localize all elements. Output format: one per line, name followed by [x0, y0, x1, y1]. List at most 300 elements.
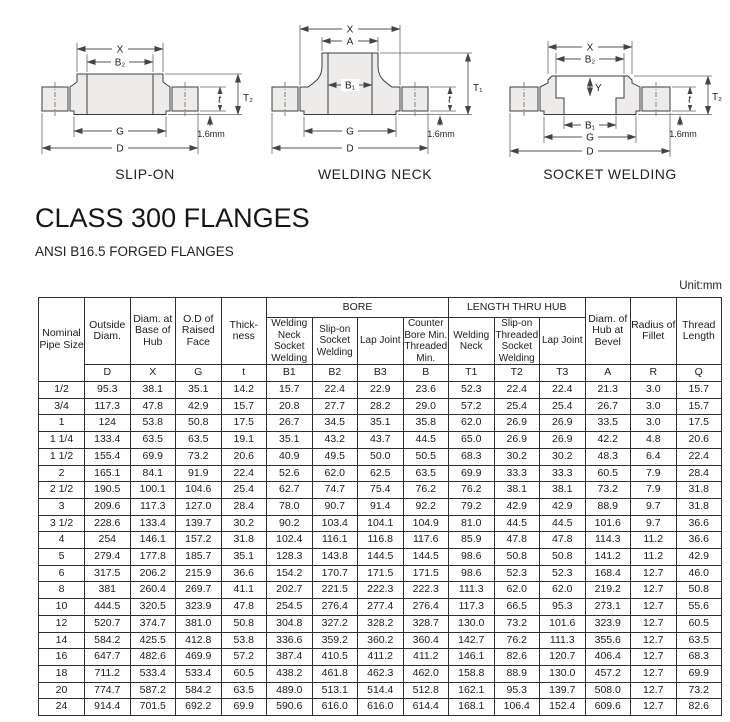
data-cell: 19.1 [221, 432, 267, 449]
dim-label-x: X [346, 24, 354, 36]
data-cell: 95.3 [540, 599, 586, 616]
data-cell: 143.8 [312, 549, 358, 566]
dim-label-t1: T₁ [473, 83, 483, 94]
data-cell: 328.7 [403, 615, 449, 632]
data-cell: 52.3 [540, 565, 586, 582]
data-cell: 63.5 [130, 432, 176, 449]
data-cell: 3.0 [631, 415, 677, 432]
data-cell: 914.4 [85, 699, 131, 716]
data-cell: 76.2 [403, 482, 449, 499]
table-row [39, 482, 722, 499]
data-cell: 508.0 [585, 682, 631, 699]
data-cell: 17.5 [676, 415, 722, 432]
data-cell: 76.2 [494, 632, 540, 649]
dim-label-b2: B₂ [584, 54, 596, 66]
data-cell: 20.6 [221, 448, 267, 465]
data-cell: 614.4 [403, 699, 449, 716]
data-cell: 116.8 [358, 532, 404, 549]
data-cell: 63.5 [403, 465, 449, 482]
data-cell: 26.7 [585, 398, 631, 415]
data-cell: 202.7 [267, 582, 313, 599]
data-cell: 62.7 [267, 482, 313, 499]
data-cell: 38.1 [540, 482, 586, 499]
data-cell: 62.0 [312, 465, 358, 482]
data-cell: 206.2 [130, 565, 176, 582]
data-cell: 35.1 [358, 415, 404, 432]
data-cell: 62.0 [494, 582, 540, 599]
data-cell: 21.3 [585, 382, 631, 399]
data-cell: 12.7 [631, 599, 677, 616]
row-size-cell: 1/2 [39, 382, 85, 399]
data-cell: 50.8 [176, 415, 222, 432]
dim-label-t: t [688, 94, 691, 106]
data-cell: 711.2 [85, 665, 131, 682]
data-cell: 120.7 [540, 649, 586, 666]
data-cell: 42.9 [176, 398, 222, 415]
table-row [39, 465, 722, 482]
data-cell: 387.4 [267, 649, 313, 666]
data-cell: 22.4 [221, 465, 267, 482]
data-cell: 62.5 [358, 465, 404, 482]
data-cell: 117.3 [85, 398, 131, 415]
row-size-cell: 2 [39, 465, 85, 482]
data-cell: 304.8 [267, 615, 313, 632]
table-row [39, 415, 722, 432]
data-cell: 92.2 [403, 498, 449, 515]
data-cell: 444.5 [85, 599, 131, 616]
data-cell: 90.7 [312, 498, 358, 515]
dim-label-d: D [346, 143, 354, 155]
table-row [39, 532, 722, 549]
data-cell: 9.7 [631, 498, 677, 515]
data-cell: 48.3 [585, 448, 631, 465]
data-cell: 60.5 [221, 665, 267, 682]
col-header-lap-joint-hub: Lap Joint [540, 318, 586, 365]
data-cell: 31.8 [676, 482, 722, 499]
data-cell: 28.2 [358, 398, 404, 415]
row-size-cell: 20 [39, 682, 85, 699]
symbol-t2: T2 [494, 365, 540, 382]
row-size-cell: 1 1/2 [39, 448, 85, 465]
data-cell: 12.7 [631, 649, 677, 666]
data-cell: 489.0 [267, 682, 313, 699]
data-cell: 22.4 [676, 448, 722, 465]
dim-label-t2: T₂ [243, 93, 253, 104]
data-cell: 25.4 [221, 482, 267, 499]
data-cell: 177.8 [130, 549, 176, 566]
data-cell: 12.7 [631, 665, 677, 682]
dim-label-g: G [586, 132, 594, 144]
data-cell: 616.0 [312, 699, 358, 716]
data-cell: 171.5 [358, 565, 404, 582]
data-cell: 254.5 [267, 599, 313, 616]
data-cell: 74.7 [312, 482, 358, 499]
data-cell: 277.4 [358, 599, 404, 616]
data-cell: 50.8 [494, 549, 540, 566]
data-cell: 381 [85, 582, 131, 599]
data-cell: 88.9 [494, 665, 540, 682]
data-cell: 57.2 [449, 398, 495, 415]
table-body [39, 382, 722, 716]
data-cell: 36.6 [676, 515, 722, 532]
data-cell: 438.2 [267, 665, 313, 682]
data-cell: 520.7 [85, 615, 131, 632]
data-cell: 33.3 [540, 465, 586, 482]
data-cell: 40.9 [267, 448, 313, 465]
data-cell: 76.2 [449, 482, 495, 499]
data-cell: 155.4 [85, 448, 131, 465]
data-cell: 327.2 [312, 615, 358, 632]
data-cell: 103.4 [312, 515, 358, 532]
data-cell: 701.5 [130, 699, 176, 716]
data-cell: 42.9 [676, 549, 722, 566]
data-cell: 9.7 [631, 515, 677, 532]
col-header-diam-hub-bevel: Diam. of Hub at Bevel [585, 298, 631, 365]
data-cell: 22.4 [312, 382, 358, 399]
data-cell: 26.9 [540, 415, 586, 432]
symbol-t: t [221, 365, 267, 382]
data-cell: 584.2 [176, 682, 222, 699]
data-cell: 68.3 [676, 649, 722, 666]
col-header-slip-on-threaded-socket-welding: Slip-on Threaded Socket Welding [495, 318, 539, 364]
table-row [39, 515, 722, 532]
data-cell: 3.0 [631, 398, 677, 415]
table-header [39, 298, 722, 382]
data-cell: 28.4 [676, 465, 722, 482]
data-cell: 12.7 [631, 582, 677, 599]
data-cell: 17.5 [221, 415, 267, 432]
col-header-nominal-pipe-size: Nominal Pipe Size [39, 298, 85, 382]
data-cell: 117.3 [449, 599, 495, 616]
data-cell: 3.0 [631, 382, 677, 399]
data-cell: 88.9 [585, 498, 631, 515]
data-cell: 152.4 [540, 699, 586, 716]
data-cell: 82.6 [494, 649, 540, 666]
data-cell: 221.5 [312, 582, 358, 599]
data-cell: 317.5 [85, 565, 131, 582]
data-cell: 647.7 [85, 649, 131, 666]
socket-welding-drawing [490, 8, 730, 158]
data-cell: 162.1 [449, 682, 495, 699]
data-cell: 90.2 [267, 515, 313, 532]
row-size-cell: 3 [39, 498, 85, 515]
data-cell: 360.2 [358, 632, 404, 649]
data-cell: 462.0 [403, 665, 449, 682]
data-cell: 66.5 [494, 599, 540, 616]
data-cell: 75.4 [358, 482, 404, 499]
row-size-cell: 8 [39, 582, 85, 599]
table-row [39, 615, 722, 632]
data-cell: 29.0 [403, 398, 449, 415]
data-cell: 42.2 [585, 432, 631, 449]
data-cell: 68.3 [449, 448, 495, 465]
data-cell: 279.4 [85, 549, 131, 566]
data-cell: 11.2 [631, 532, 677, 549]
data-cell: 79.2 [449, 498, 495, 515]
data-cell: 22.4 [494, 382, 540, 399]
data-cell: 50.8 [676, 582, 722, 599]
data-cell: 133.4 [130, 515, 176, 532]
row-size-cell: 16 [39, 649, 85, 666]
data-cell: 47.8 [494, 532, 540, 549]
data-cell: 590.6 [267, 699, 313, 716]
data-cell: 43.7 [358, 432, 404, 449]
data-cell: 27.7 [312, 398, 358, 415]
data-cell: 374.7 [130, 615, 176, 632]
symbol-b3: B3 [358, 365, 404, 382]
col-header-lap-joint-bore: Lap Joint [358, 318, 404, 365]
data-cell: 47.8 [130, 398, 176, 415]
data-cell: 111.3 [540, 632, 586, 649]
table-row [39, 549, 722, 566]
data-cell: 44.5 [540, 515, 586, 532]
data-cell: 168.1 [449, 699, 495, 716]
data-cell: 69.9 [221, 699, 267, 716]
data-cell: 609.6 [585, 699, 631, 716]
dim-label-y: Y [595, 83, 602, 94]
data-cell: 69.9 [449, 465, 495, 482]
col-header-diam-base-hub: Diam. at Base of Hub [130, 298, 176, 365]
dim-label-raised-face: 1.6mm [669, 129, 697, 139]
data-cell: 81.0 [449, 515, 495, 532]
page-title: CLASS 300 FLANGES [35, 203, 310, 233]
data-cell: 102.4 [267, 532, 313, 549]
group-header-length-thru-hub: LENGTH THRU HUB [449, 298, 586, 318]
data-cell: 35.8 [403, 415, 449, 432]
data-cell: 26.9 [494, 432, 540, 449]
data-cell: 20.8 [267, 398, 313, 415]
data-cell: 100.1 [130, 482, 176, 499]
symbol-r: R [631, 365, 677, 382]
data-cell: 276.4 [403, 599, 449, 616]
data-cell: 144.5 [358, 549, 404, 566]
data-cell: 95.3 [85, 382, 131, 399]
data-cell: 82.6 [676, 699, 722, 716]
row-size-cell: 12 [39, 615, 85, 632]
diagram-caption: SOCKET WELDING [543, 166, 677, 182]
data-cell: 63.5 [176, 432, 222, 449]
data-cell: 63.5 [676, 632, 722, 649]
diagram-socket-welding [490, 8, 730, 182]
data-cell: 106.4 [494, 699, 540, 716]
data-cell: 533.4 [130, 665, 176, 682]
data-cell: 355.6 [585, 632, 631, 649]
table-row [39, 565, 722, 582]
data-cell: 124 [85, 415, 131, 432]
table-row [39, 432, 722, 449]
table-row [39, 498, 722, 515]
dim-label-a: A [346, 36, 354, 48]
data-cell: 146.1 [130, 532, 176, 549]
group-header-bore: BORE [267, 298, 449, 318]
diagram-caption: WELDING NECK [317, 166, 433, 182]
dim-label-t: t [448, 94, 451, 106]
data-cell: 42.9 [540, 498, 586, 515]
data-cell: 116.1 [312, 532, 358, 549]
data-cell: 692.2 [176, 699, 222, 716]
data-cell: 38.1 [130, 382, 176, 399]
data-cell: 47.8 [221, 599, 267, 616]
dim-label-b1: B₁ [344, 80, 356, 92]
symbol-t1: T1 [449, 365, 495, 382]
data-cell: 50.0 [358, 448, 404, 465]
data-cell: 584.2 [85, 632, 131, 649]
data-cell: 146.1 [449, 649, 495, 666]
data-cell: 190.5 [85, 482, 131, 499]
unit-label: Unit:mm [679, 280, 722, 292]
col-header-od-raised-face: O.D of Raised Face [176, 298, 222, 365]
data-cell: 117.6 [403, 532, 449, 549]
data-cell: 336.6 [267, 632, 313, 649]
data-cell: 6.4 [631, 448, 677, 465]
data-cell: 12.7 [631, 699, 677, 716]
col-header-welding-neck: Welding Neck [449, 318, 495, 365]
symbol-q: Q [676, 365, 722, 382]
data-cell: 222.3 [403, 582, 449, 599]
data-cell: 276.4 [312, 599, 358, 616]
table-row [39, 665, 722, 682]
data-cell: 7.9 [631, 482, 677, 499]
data-cell: 50.8 [221, 615, 267, 632]
symbol-a: A [585, 365, 631, 382]
data-cell: 130.0 [449, 615, 495, 632]
symbol-d: D [85, 365, 131, 382]
flange-section [42, 74, 198, 116]
flange-diagrams [30, 8, 730, 182]
data-cell: 47.8 [540, 532, 586, 549]
col-header-welding-neck-socket-welding: Welding Neck Socket Welding [267, 318, 313, 365]
row-size-cell: 14 [39, 632, 85, 649]
data-cell: 73.2 [176, 448, 222, 465]
data-cell: 23.6 [403, 382, 449, 399]
data-cell: 44.5 [494, 515, 540, 532]
symbol-b: B [403, 365, 449, 382]
data-cell: 222.3 [358, 582, 404, 599]
diagram-welding-neck [260, 8, 490, 182]
dim-label-t: t [218, 94, 221, 106]
data-cell: 144.5 [403, 549, 449, 566]
diagram-caption: SLIP-ON [115, 166, 175, 182]
data-cell: 139.7 [540, 682, 586, 699]
data-cell: 91.4 [358, 498, 404, 515]
data-cell: 165.1 [85, 465, 131, 482]
data-cell: 157.2 [176, 532, 222, 549]
dim-label-raised-face: 1.6mm [197, 129, 225, 139]
data-cell: 4.8 [631, 432, 677, 449]
data-cell: 95.3 [494, 682, 540, 699]
data-cell: 33.5 [585, 415, 631, 432]
row-size-cell: 6 [39, 565, 85, 582]
data-cell: 35.1 [267, 432, 313, 449]
dim-label-t2: T₂ [712, 92, 722, 103]
data-cell: 514.4 [358, 682, 404, 699]
dim-label-g: G [116, 126, 124, 138]
data-cell: 323.9 [585, 615, 631, 632]
data-cell: 26.7 [267, 415, 313, 432]
data-cell: 34.5 [312, 415, 358, 432]
col-header-slip-on-socket-welding: Slip-on Socket Welding [312, 318, 358, 365]
data-cell: 52.6 [267, 465, 313, 482]
symbol-b1: B1 [267, 365, 313, 382]
data-cell: 63.5 [221, 682, 267, 699]
flange-spec-table [38, 297, 722, 716]
dim-label-x: X [116, 44, 124, 56]
data-cell: 98.6 [449, 549, 495, 566]
col-header-thickness: Thick-ness [221, 298, 267, 365]
table-row [39, 649, 722, 666]
data-cell: 73.2 [494, 615, 540, 632]
data-cell: 14.2 [221, 382, 267, 399]
data-cell: 360.4 [403, 632, 449, 649]
data-cell: 114.3 [585, 532, 631, 549]
data-cell: 320.5 [130, 599, 176, 616]
data-cell: 26.9 [540, 432, 586, 449]
data-cell: 85.9 [449, 532, 495, 549]
data-cell: 36.6 [676, 532, 722, 549]
data-cell: 49.5 [312, 448, 358, 465]
data-cell: 323.9 [176, 599, 222, 616]
diagram-slip-on [30, 8, 260, 182]
data-cell: 512.8 [403, 682, 449, 699]
dim-label-b2: B₂ [114, 57, 126, 69]
data-cell: 28.4 [221, 498, 267, 515]
data-cell: 15.7 [676, 382, 722, 399]
symbol-x: X [130, 365, 176, 382]
data-cell: 50.5 [403, 448, 449, 465]
data-cell: 587.2 [130, 682, 176, 699]
data-cell: 15.7 [676, 398, 722, 415]
table-row [39, 582, 722, 599]
symbol-b2: B2 [312, 365, 358, 382]
row-size-cell: 3/4 [39, 398, 85, 415]
data-cell: 457.2 [585, 665, 631, 682]
dim-label-x: X [586, 42, 594, 54]
data-cell: 425.5 [130, 632, 176, 649]
data-cell: 98.6 [449, 565, 495, 582]
data-cell: 219.2 [585, 582, 631, 599]
data-cell: 12.7 [631, 615, 677, 632]
data-cell: 11.2 [631, 549, 677, 566]
table-row [39, 382, 722, 399]
data-cell: 133.4 [85, 432, 131, 449]
data-cell: 269.7 [176, 582, 222, 599]
dim-label-d: D [586, 146, 594, 158]
data-cell: 31.8 [221, 532, 267, 549]
data-cell: 15.7 [221, 398, 267, 415]
data-cell: 461.8 [312, 665, 358, 682]
symbol-t3: T3 [540, 365, 586, 382]
data-cell: 139.7 [176, 515, 222, 532]
data-cell: 12.7 [631, 632, 677, 649]
data-cell: 46.0 [676, 565, 722, 582]
data-cell: 127.0 [176, 498, 222, 515]
data-cell: 260.4 [130, 582, 176, 599]
dim-label-b1: B₁ [584, 120, 596, 132]
data-cell: 36.6 [221, 565, 267, 582]
data-cell: 168.4 [585, 565, 631, 582]
data-cell: 142.7 [449, 632, 495, 649]
data-cell: 22.4 [540, 382, 586, 399]
data-cell: 7.9 [631, 465, 677, 482]
data-cell: 117.3 [130, 498, 176, 515]
data-cell: 52.3 [494, 565, 540, 582]
slip-on-drawing [30, 8, 260, 158]
data-cell: 381.0 [176, 615, 222, 632]
data-cell: 30.2 [221, 515, 267, 532]
data-cell: 62.0 [540, 582, 586, 599]
symbol-g: G [176, 365, 222, 382]
data-cell: 209.6 [85, 498, 131, 515]
